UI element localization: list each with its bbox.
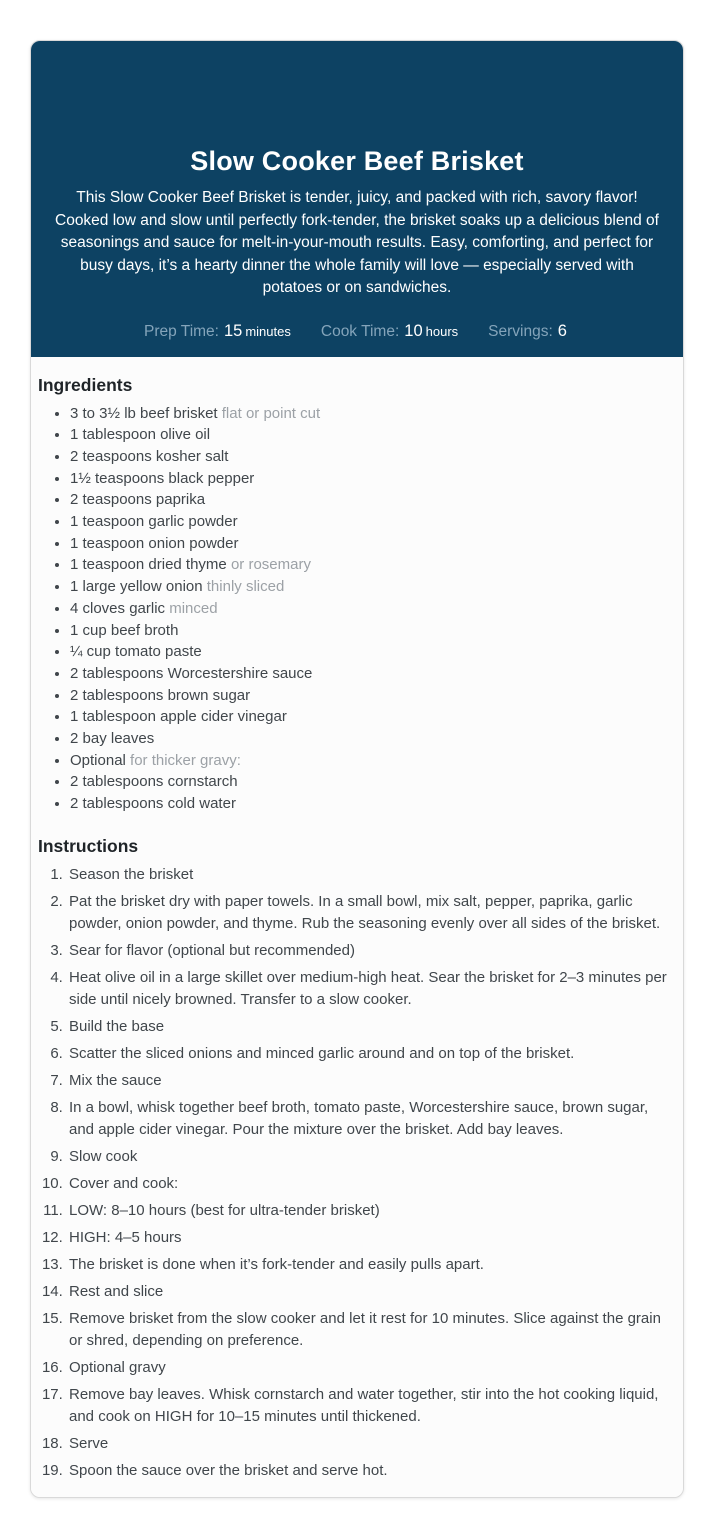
ingredient-text: ¼ cup tomato paste bbox=[70, 643, 202, 661]
ingredient-text: 1 teaspoon garlic powder bbox=[70, 513, 238, 531]
ingredient-note: for thicker gravy: bbox=[125, 751, 241, 769]
recipe-description: This Slow Cooker Beef Brisket is tender, juicy, and packed with rich, savory flavor! Cooked low and slow until perfectly fork-tender, the brisket soaks up a delicious blend of seasonings and sauce for melt-in-your-mouth results. Easy, comforting, and perfect for busy days, it’s a hearty dinner the whole family will love — especially served with potatoes or on sandwiches. bbox=[55, 189, 659, 296]
ingredient-item bbox=[70, 706, 675, 728]
ingredient-note: or rosemary bbox=[226, 556, 311, 574]
ingredient-item bbox=[70, 576, 675, 598]
ingredient-item bbox=[70, 424, 675, 446]
ingredient-item bbox=[70, 620, 675, 642]
instruction-step: 5. Build the base bbox=[67, 1016, 675, 1038]
recipe-title: Slow Cooker Beef Brisket bbox=[190, 146, 524, 176]
recipe-header bbox=[31, 41, 683, 357]
ingredient-item bbox=[70, 641, 675, 663]
ingredient-text: 2 tablespoons cornstarch bbox=[70, 773, 238, 791]
instruction-step: 9. Slow cook bbox=[67, 1146, 675, 1168]
ingredient-text: Optional bbox=[70, 751, 126, 769]
ingredient-item bbox=[70, 598, 675, 620]
ingredient-item bbox=[70, 446, 675, 468]
ingredient-text: 2 tablespoons cold water bbox=[70, 795, 236, 813]
ingredient-text: 1 cup beef broth bbox=[70, 621, 179, 639]
ingredient-text: 3 to 3½ lb beef brisket bbox=[70, 404, 218, 422]
instruction-step: 6. Scatter the sliced onions and minced garlic around and on top of the brisket. bbox=[67, 1043, 675, 1065]
instruction-step: 7. Mix the sauce bbox=[67, 1070, 675, 1092]
instruction-step: 15. Remove brisket from the slow cooker and let it rest for 10 minutes. Slice against the grain or shred, depending on preference. bbox=[67, 1308, 675, 1352]
instruction-step: 11. LOW: 8–10 hours (best for ultra-tender brisket) bbox=[67, 1200, 675, 1222]
instruction-step: 8. In a bowl, whisk together beef broth, tomato paste, Worcestershire sauce, brown sugar, and apple cider vinegar. Pour the mixture over the brisket. Add bay leaves. bbox=[67, 1097, 675, 1141]
ingredient-item bbox=[70, 489, 675, 511]
ingredient-text: 1 tablespoon apple cider vinegar bbox=[70, 708, 287, 726]
recipe-meta-row bbox=[47, 322, 667, 341]
ingredient-item bbox=[70, 685, 675, 707]
ingredient-text: 1 teaspoon onion powder bbox=[70, 534, 239, 552]
servings bbox=[488, 322, 570, 341]
recipe-card bbox=[30, 40, 684, 1498]
ingredient-text: 1½ teaspoons black pepper bbox=[70, 469, 255, 487]
ingredient-text: 2 bay leaves bbox=[70, 730, 155, 748]
ingredient-item bbox=[70, 554, 675, 576]
ingredients-heading: Ingredients bbox=[38, 374, 133, 395]
prep-time-label: Prep Time: bbox=[144, 322, 219, 340]
ingredient-note: thinly sliced bbox=[202, 578, 285, 596]
ingredient-note: minced bbox=[165, 599, 218, 617]
ingredient-note: flat or point cut bbox=[217, 404, 321, 422]
instruction-step: 12. HIGH: 4–5 hours bbox=[67, 1227, 675, 1249]
ingredient-text: 1 large yellow onion bbox=[70, 578, 203, 596]
instructions-heading: Instructions bbox=[38, 835, 139, 856]
instruction-step: 3. Sear for flavor (optional but recommended) bbox=[67, 940, 675, 962]
ingredients-list bbox=[38, 403, 675, 815]
prep-time-value: 15 bbox=[223, 321, 243, 340]
instruction-step: 17. Remove bay leaves. Whisk cornstarch and water together, stir into the hot cooking liquid, and cook on HIGH for 10–15 minutes until thickened. bbox=[67, 1384, 675, 1428]
cook-time-unit: hours bbox=[425, 323, 459, 339]
ingredient-item bbox=[70, 403, 675, 425]
cook-time-value: 10 bbox=[404, 321, 423, 340]
instruction-step: 16. Optional gravy bbox=[67, 1357, 675, 1379]
instruction-step: 19. Spoon the sauce over the brisket and serve hot. bbox=[67, 1460, 675, 1482]
instruction-step: 14. Rest and slice bbox=[67, 1281, 675, 1303]
ingredient-item bbox=[70, 468, 675, 490]
ingredient-text: 2 tablespoons brown sugar bbox=[70, 686, 251, 704]
prep-time bbox=[144, 322, 291, 341]
instructions-list bbox=[38, 864, 675, 1482]
ingredient-text: 1 teaspoon dried thyme bbox=[70, 556, 227, 574]
servings-label: Servings: bbox=[488, 322, 553, 340]
ingredient-text: 2 teaspoons paprika bbox=[70, 491, 206, 509]
instruction-step: 1. Season the brisket bbox=[67, 864, 675, 886]
prep-time-unit: minutes bbox=[245, 323, 291, 339]
instruction-step: 13. The brisket is done when it’s fork-tender and easily pulls apart. bbox=[67, 1254, 675, 1276]
ingredient-item bbox=[70, 511, 675, 533]
servings-value: 6 bbox=[557, 321, 567, 340]
instruction-step: 18. Serve bbox=[67, 1433, 675, 1455]
ingredient-item bbox=[70, 663, 675, 685]
ingredient-text: 2 teaspoons kosher salt bbox=[70, 447, 229, 465]
ingredient-item bbox=[70, 771, 675, 793]
ingredient-item bbox=[70, 728, 675, 750]
instruction-step: 10. Cover and cook: bbox=[67, 1173, 675, 1195]
ingredient-text: 1 tablespoon olive oil bbox=[70, 426, 211, 444]
ingredient-item bbox=[70, 750, 675, 772]
instruction-step: 4. Heat olive oil in a large skillet over medium-high heat. Sear the brisket for 2–3 minutes per side until nicely browned. Transfer to a slow cooker. bbox=[67, 967, 675, 1011]
cook-time bbox=[321, 322, 458, 341]
ingredient-item bbox=[70, 533, 675, 555]
cook-time-label: Cook Time: bbox=[320, 322, 400, 340]
ingredient-item bbox=[70, 793, 675, 815]
recipe-body bbox=[31, 357, 683, 1497]
ingredient-text: 4 cloves garlic bbox=[70, 599, 166, 617]
ingredient-text: 2 tablespoons Worcestershire sauce bbox=[70, 664, 313, 682]
instruction-step: 2. Pat the brisket dry with paper towels. In a small bowl, mix salt, pepper, paprika, garlic powder, onion powder, and thyme. Rub the seasoning evenly over all sides of the brisket. bbox=[67, 891, 675, 935]
